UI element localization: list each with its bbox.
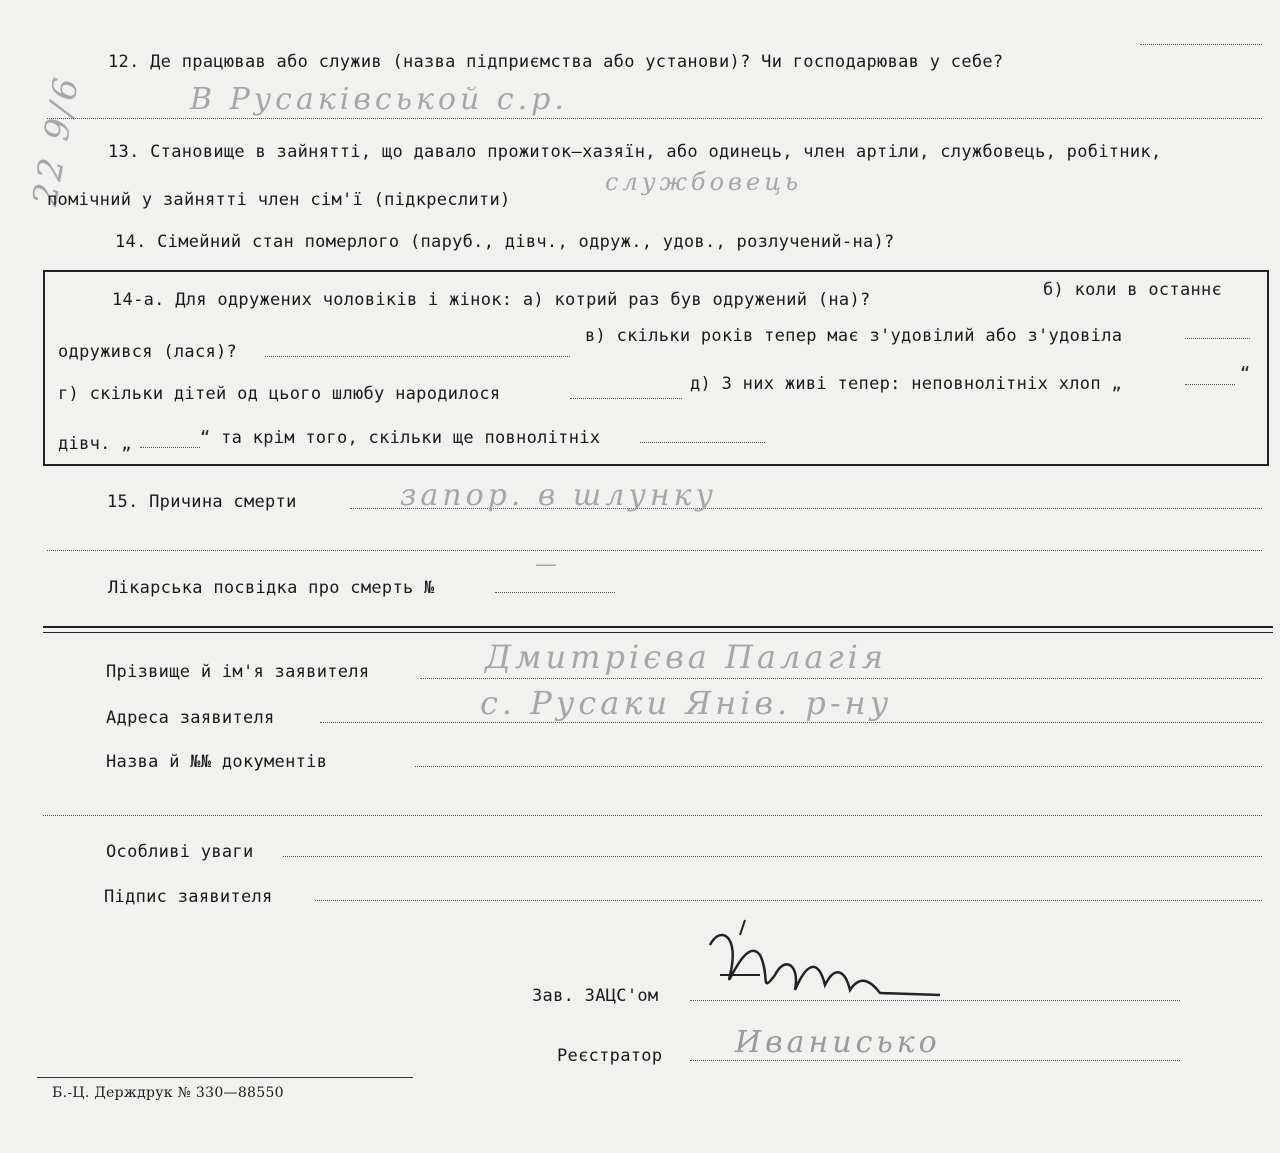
- applicant-address-value: с. Русаки Янів. р-ну: [480, 684, 893, 722]
- q14a-line4b-blank: [640, 442, 765, 443]
- margin-note: 22 9/6: [25, 71, 88, 209]
- q14a-line3-blank: [570, 398, 682, 399]
- certificate-label: Лікарська посвідка про смерть №: [108, 578, 435, 598]
- q15-answer: запор. в шлунку: [400, 478, 717, 513]
- q13-label-line1: 13. Становище в зайнятті, що давало прожиток—хазяїн, або одинець, член артіли, службовець, робітник,: [108, 142, 1162, 162]
- applicant-docs-line2: [43, 815, 1262, 816]
- q14a-line3b: д) З них живі тепер: неповнолітніх хлоп „: [690, 374, 1122, 394]
- applicant-signature-label: Підпис заявителя: [104, 887, 273, 907]
- q14a-line2b: в) скільки років тепер має з'удовілий або з'удовіла: [585, 326, 1123, 346]
- q15-label: 15. Причина смерти: [107, 492, 297, 512]
- q14-label: 14. Сімейний стан померлого (паруб., дівч., одруж., удов., розлучений-на)?: [115, 232, 895, 252]
- head-signature: [700, 915, 960, 1025]
- q14a-line2a: одружився (лася)?: [58, 342, 238, 362]
- q12-line: [1140, 44, 1262, 45]
- q14a-line2b-blank: [1185, 338, 1250, 339]
- registrar-signature: Иванисько: [735, 1025, 941, 1060]
- notes-label: Особливі уваги: [106, 842, 254, 862]
- q13-label-line2: помічний у зайнятті член сім'ї (підкреслити): [47, 190, 511, 210]
- q14a-line1b: б) коли в останнє: [1043, 280, 1223, 300]
- certificate-line: [495, 592, 615, 593]
- section-divider: [43, 632, 1273, 633]
- certificate-answer: —: [535, 552, 561, 577]
- q13-answer: службовець: [605, 168, 803, 196]
- applicant-signature-line: [315, 900, 1262, 901]
- head-label: Зав. ЗАЦС'ом: [532, 986, 659, 1006]
- applicant-docs-label: Назва й №№ документів: [106, 752, 328, 772]
- applicant-address-label: Адреса заявителя: [106, 708, 275, 728]
- applicant-address-line: [320, 722, 1262, 723]
- q14a-line3a: г) скільки дітей од цього шлюбу народилося: [58, 384, 501, 404]
- q15-line2: [47, 550, 1262, 551]
- notes-line: [283, 856, 1262, 857]
- applicant-name-line: [420, 678, 1262, 679]
- registrar-line: [690, 1060, 1180, 1061]
- q14a-line3b-blank: [1185, 384, 1235, 385]
- q12-label: 12. Де працював або служив (назва підприємства або установи)? Чи господарював у себе?: [108, 52, 1004, 72]
- footer-printer: Б.-Ц. Держдрук № 330—88550: [52, 1085, 284, 1101]
- q14a-line1: 14-а. Для одружених чоловіків і жінок: а) котрий раз був одружений (на)?: [112, 290, 871, 310]
- applicant-docs-line: [415, 766, 1262, 767]
- q14a-line4a: дівч. „: [58, 434, 132, 454]
- registrar-label: Реєстратор: [557, 1046, 663, 1066]
- q12-answer: В Русаківськой с.р.: [190, 82, 568, 117]
- q14a-line3c: “: [1240, 364, 1251, 384]
- q14a-line4-blank: [140, 447, 200, 448]
- q14a-line2-blank: [265, 356, 570, 357]
- applicant-name-value: Дмитрієва Палагія: [485, 638, 888, 676]
- q14a-line4b: “ та крім того, скільки ще повнолітніх: [200, 428, 601, 448]
- footer-rule: [37, 1077, 413, 1078]
- q12-answer-line: [47, 118, 1262, 119]
- applicant-name-label: Прізвище й ім'я заявителя: [106, 662, 370, 682]
- section-divider: [43, 626, 1273, 628]
